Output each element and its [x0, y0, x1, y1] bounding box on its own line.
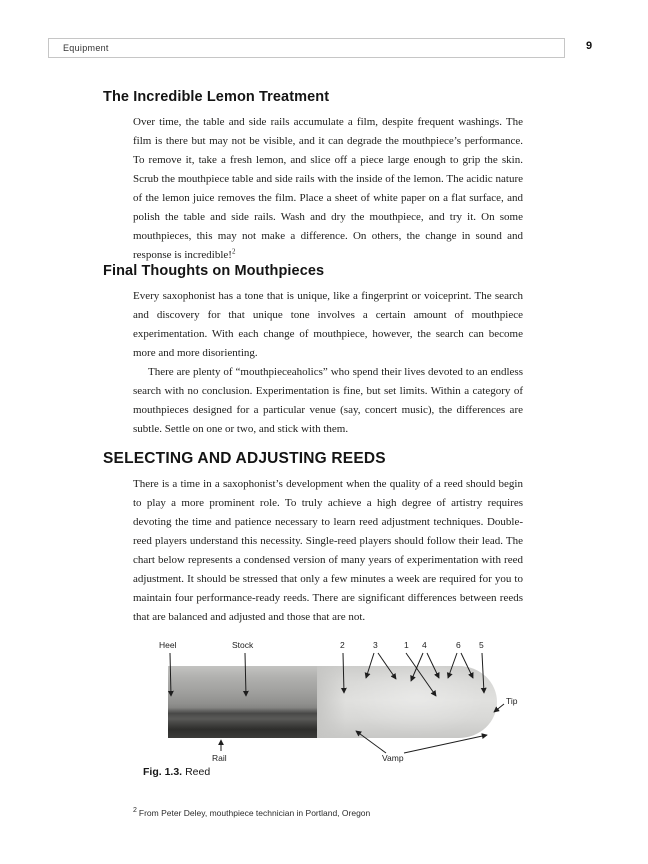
- label-zone-5: 5: [479, 640, 484, 650]
- paragraph: There is a time in a saxophonist’s development when the quality of a reed should begin to play a more prominent role. To truly achieve a high degree of artistry requires devoting the time and patience necessary to learn reed adjustment techniques. Double-reed players understand this necessity. Single-reed players should follow their lead. The chart below represents a condensed version of many years of experimentation with reed adjustment. It should be stressed that only a few minutes a week are required for you to maintain four performance-ready reeds. There are significant differences between reeds that are balanced and adjusted and those that are not.: [133, 478, 523, 623]
- section-heading: SELECTING AND ADJUSTING REEDS: [103, 450, 386, 467]
- running-head: Equipment: [63, 43, 109, 53]
- footnote-reference: 2: [231, 247, 236, 256]
- label-zone-6: 6: [456, 640, 461, 650]
- section-heading: Final Thoughts on Mouthpieces: [103, 263, 325, 279]
- footnote-text: From Peter Deley, mouthpiece technician in Portland, Oregon: [138, 808, 371, 818]
- footnote: [133, 808, 370, 818]
- label-zone-2: 2: [340, 640, 345, 650]
- label-zone-3: 3: [373, 640, 378, 650]
- figure-caption-title: Reed: [185, 766, 211, 778]
- reed-vamp-area: [317, 666, 497, 738]
- label-rail: Rail: [212, 753, 227, 763]
- label-stock: Stock: [232, 640, 254, 650]
- running-head-box: [48, 38, 565, 58]
- figure-caption-number: Fig. 1.3.: [143, 766, 183, 778]
- figure-caption: [143, 766, 210, 778]
- paragraph: Over time, the table and side rails accumulate a film, despite frequent washings. The film is there but may not be visible, and it can degrade the mouthpiece’s performance. To remove it, take a fresh lemon, and slice off a piece large enough to grip the skin. Scrub the mouthpiece table and side rails with the inside of the lemon. The acidic nature of the lemon juice removes the film. Place a sheet of white paper on a flat surface, and polish the table and side rails. Wash and dry the mouthpiece, and try it. On some mouthpieces, this may not make a difference. On others, the change in sound and response is incredible!$^2$: [133, 116, 523, 261]
- reed-stock-area: [168, 666, 317, 738]
- label-heel: Heel: [159, 640, 177, 650]
- label-zone-4: 4: [422, 640, 427, 650]
- section-heading: The Incredible Lemon Treatment: [103, 89, 330, 105]
- footnote-marker: 2: [133, 807, 137, 815]
- page-number: 9: [586, 40, 593, 52]
- section-final-thoughts: [103, 262, 525, 439]
- section-selecting-reeds: [103, 449, 525, 627]
- figure-reed-diagram: [0, 632, 648, 804]
- paragraph: Every saxophonist has a tone that is unique, like a fingerprint or voiceprint. The search and discovery for that unique tone involves a certain amount of mouthpiece experimentation. With each change of mouthpiece, however, the search can become more and more disorienting.: [133, 290, 523, 359]
- paragraph: There are plenty of “mouthpieceaholics” who spend their lives devoted to an endless search with no conclusion. Experimentation is fine, but set limits. Within a category of mouthpieces designed for a particular venue (say, concert music), the differences are subtle. Settle on one or two, and stick with them.: [133, 366, 523, 435]
- section-lemon-treatment: [103, 88, 525, 265]
- reed-photo: [168, 666, 497, 738]
- label-zone-1: 1: [404, 640, 409, 650]
- label-vamp: Vamp: [382, 753, 404, 763]
- label-tip: Tip: [506, 696, 518, 706]
